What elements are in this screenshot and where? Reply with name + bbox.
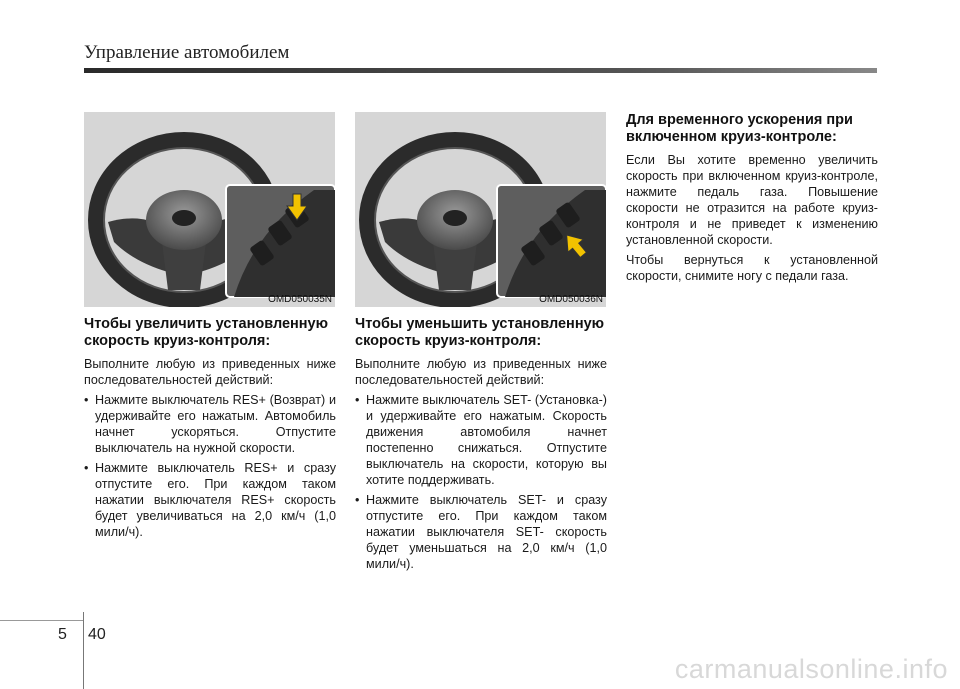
header-rule <box>84 68 877 73</box>
list-item: • Нажмите выключатель SET- и сразу отпустите его. При каждом таком нажатии выключателя SET- скорость будет уменьшаться на 2,0 км/ч (1,0 мили/ч). <box>355 492 607 572</box>
list-item: • Нажмите выключатель RES+ (Возврат) и удерживайте его нажатым. Автомобиль начнет ускоряться. Отпустите выключатель на нужной скорости. <box>84 392 336 456</box>
page-number: 40 <box>88 626 106 643</box>
section-heading: Чтобы увеличить установленную скорость круиз-контроля: <box>84 316 328 349</box>
list-item: • Нажмите выключатель SET- (Установка-) и удерживайте его нажатым. Скорость движения автомобиля начнет постепенно снижаться. Отпустите выключатель на скорости, которую вы хотите поддерживать. <box>355 392 607 488</box>
section-intro: Выполните любую из приведенных ниже последовательностей действий: <box>355 357 607 387</box>
steering-wheel-illustration <box>84 112 335 307</box>
section-intro: Выполните любую из приведенных ниже последовательностей действий: <box>84 357 336 387</box>
figure-steering-wheel-set <box>355 112 606 307</box>
footer-divider <box>83 612 84 689</box>
figure-code: OMD050035N <box>268 294 332 305</box>
column-temporary-acceleration <box>626 112 878 288</box>
page-header-title: Управление автомобилем <box>84 42 290 63</box>
figure-steering-wheel-res <box>84 112 335 307</box>
instruction-list <box>355 392 607 572</box>
column-increase-speed <box>84 316 336 544</box>
list-item: • Нажмите выключатель RES+ и сразу отпустите его. При каждом таком нажатии выключателя RES+ скорость будет увеличиваться на 2,0 км/ч (1,0 мили/ч). <box>84 460 336 540</box>
instruction-list <box>84 392 336 540</box>
watermark: carmanualsonline.info <box>674 654 948 684</box>
section-heading: Чтобы уменьшить установленную скорость круиз-контроля: <box>355 316 605 349</box>
paragraph: Если Вы хотите временно увеличить скорость при включенном круиз-контроле, нажмите педаль газа. Повышение скорости не отразится на работе круиз-контроля и не приведет к изменению установленной скорости. <box>626 153 878 247</box>
footer-rule <box>0 620 83 621</box>
section-heading: Для временного ускорения при включенном круиз-контроле: <box>626 112 853 145</box>
paragraph: Чтобы вернуться к установленной скорости, снимите ногу с педали газа. <box>626 253 878 283</box>
steering-wheel-illustration <box>355 112 606 307</box>
figure-code: OMD050036N <box>539 294 603 305</box>
column-decrease-speed <box>355 316 607 576</box>
chapter-number: 5 <box>58 626 67 643</box>
